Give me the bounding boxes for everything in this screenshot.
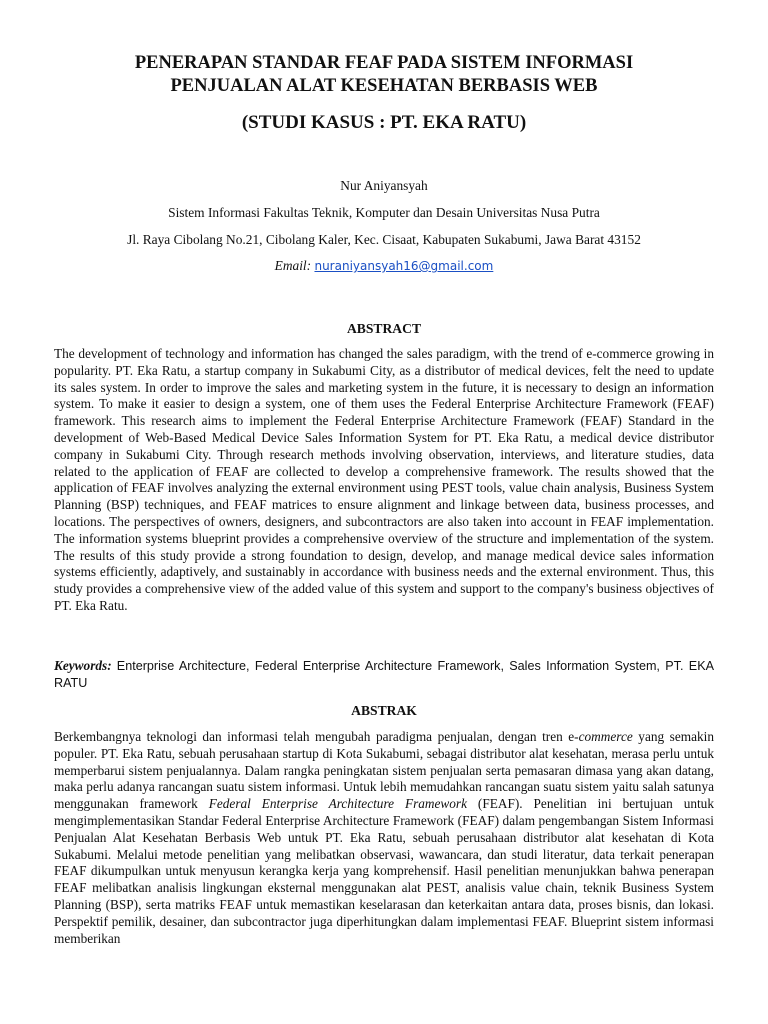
email-label: Email: [274,258,312,273]
abstrak-heading: ABSTRAK [351,703,417,718]
abstrak-em-feaf: Federal Enterprise Architecture Framework [208,796,467,812]
title-line-2: PENJUALAN ALAT KESEHATAN BERBASIS WEB [170,76,598,96]
abstract-paragraph: The development of technology and information has changed the sales paradigm, with the trend of e-commerce growing in popularity. PT. Eka Ratu, a startup company in Sukabumi City, as a distributor of medical devices, felt the need to update its sales system. In order to improve the sales and marketing system in the future, it is necessary to design an information system. To make it easier to design a system, one of them uses the Federal Enterprise Architecture Framework (FEAF) framework. This research aims to implement the Federal Enterprise Architecture Framework (FEAF) Standard in the development of Web-Based Medical Device Sales Information System for PT. Eka Ratu, a medical device distributor company in Sukabumi City. Through research methods involving observation, interviews, and literature studies, data related to the application of FEAF are collected to develop a comprehensive framework. The results showed that the application of FEAF involves analyzing the external environment using PEST tools, value chain analysis, Business System Planning (BSP) techniques, and FEAF matrices to ensure alignment and linkage between data, business processes, and locations. The perspectives of owners, designers, and subcontractors are also taken into account in FEAF implementation. The information systems blueprint provides a comprehensive overview of the structure and implementation of the system. The results of this study provide a strong foundation to design, develop, and manage medical device sales information systems efficiently, adaptively, and sustainably in accordance with business needs and the external environment. Thus, this study provides a comprehensive view of the added value of this system and support to the company's business objectives of PT. Eka Ratu. [54,346,714,613]
abstrak-text-1: Berkembangnya teknologi dan informasi telah mengubah paradigma penjualan, dengan tren e- [54,729,579,744]
keywords-label: Keywords: [54,658,112,673]
abstrak-text-2: yang semakin populer. PT. Eka Ratu, sebuah perusahaan startup di Kota Sukabumi, sebagai distributor alat kesehatan, merasa perlu untuk memperbarui sistem penjualannya. Dalam rangka peningkatan sistem penjualan serta pemasaran dimasa yang akan datang, maka perlu adanya rancangan suatu sistem informasi. Untuk lebih memudahkan rancangan suatu sistem yaitu salah satunya menggunakan framework [54,729,714,812]
abstrak-em-commerce: commerce [578,729,633,744]
abstrak-paragraph [54,729,714,947]
author-name: Nur Aniyansyah [340,178,428,193]
paper-title [54,52,714,98]
abstract-heading: ABSTRACT [346,321,422,336]
keywords [54,658,714,692]
keywords-list: Enterprise Architecture, Federal Enterprise Architecture Framework, Sales Information System, PT. EKA RATU [54,659,715,690]
email-link[interactable]: nuraniyansyah16@gmail.com [314,259,494,273]
author-affiliation: Sistem Informasi Fakultas Teknik, Komputer dan Desain Universitas Nusa Putra [168,205,600,220]
abstrak-text-3: (FEAF). Penelitian ini bertujuan untuk mengimplementasikan Standar Federal Enterprise Architecture Framework (FEAF) dalam pengembangan Sistem Informasi Penjualan Alat Kesehatan Berbasis Web untuk PT. Eka Ratu, sebuah perusahaan distributor alat kesehatan di Kota Sukabumi. Melalui metode penelitian yang melibatkan observasi, wawancara, dan studi literatur, data terkait penerapan FEAF dikumpulkan untuk menyusun kerangka kerja yang komprehensif. Hasil penelitian menunjukkan bahwa penerapan FEAF melibatkan analisis lingkungan eksternal menggunakan alat PEST, analisis value chain, teknik Business System Planning (BSP), serta matriks FEAF untuk memastikan keselarasan dan keterkaitan antara data, proses bisnis, dan lokasi. Perspektif pemilik, desainer, dan subcontractor juga diperhitungkan dalam implementasi FEAF. Blueprint sistem informasi memberikan [54,796,714,946]
author-address: Jl. Raya Cibolang No.21, Cibolang Kaler, Kec. Cisaat, Kabupaten Sukabumi, Jawa Barat 43152 [127,232,641,247]
title-line-1: PENERAPAN STANDAR FEAF PADA SISTEM INFORMASI [134,53,634,73]
author-email [54,257,714,275]
paper-subtitle: (STUDI KASUS : PT. EKA RATU) [241,112,527,133]
